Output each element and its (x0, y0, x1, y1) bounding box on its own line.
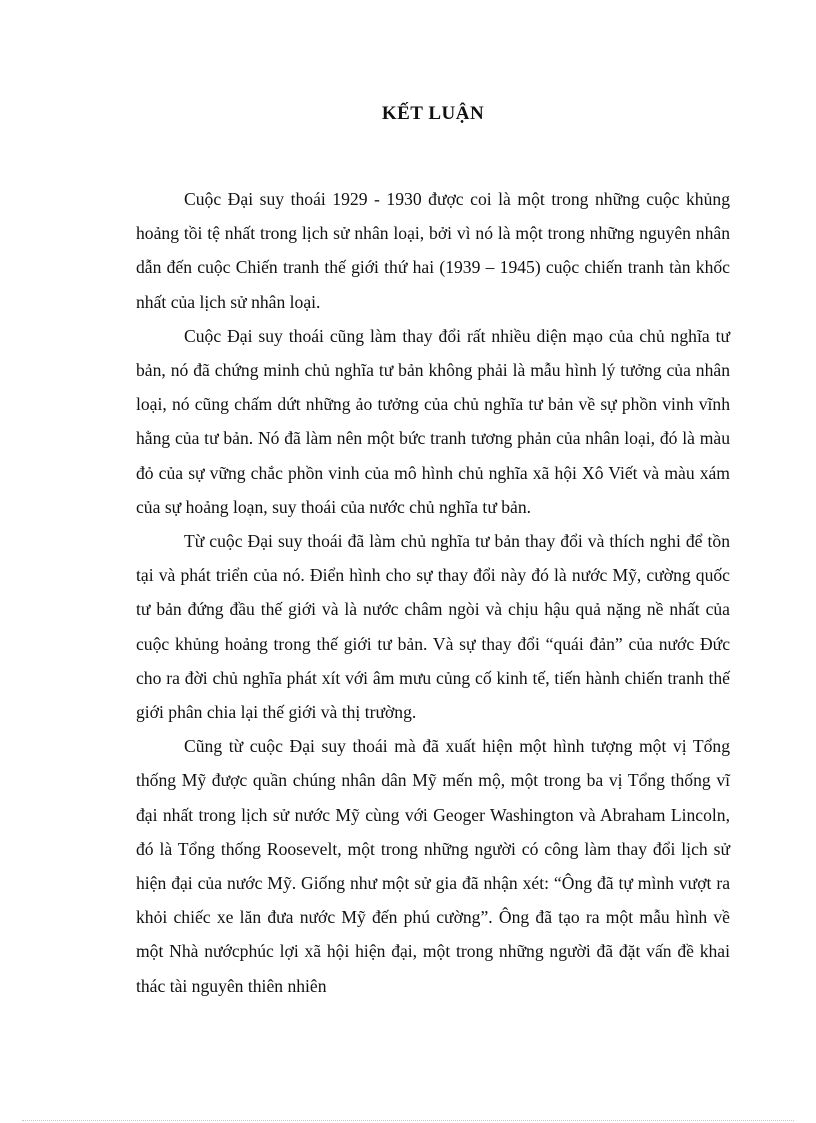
paragraph: Từ cuộc Đại suy thoái đã làm chủ nghĩa tư bản thay đổi và thích nghi để tồn tại và phát triển của nó. Điển hình cho sự thay đổi này đó là nước Mỹ, cường quốc tư bản đứng đầu thế giới và là nước châm ngòi và chịu hậu quả nặng nề nhất của cuộc khủng hoảng trong thế giới tư bản. Và sự thay đổi “quái đản” của nước Đức cho ra đời chủ nghĩa phát xít với âm mưu củng cố kinh tế, tiến hành chiến tranh thế giới phân chia lại thế giới và thị trường. (136, 531, 730, 723)
document-body (136, 182, 730, 1003)
page-title: KẾT LUẬN (381, 103, 485, 124)
paragraph: Cuộc Đại suy thoái 1929 - 1930 được coi là một trong những cuộc khủng hoảng tồi tệ nhất trong lịch sử nhân loại, bởi vì nó là một trong những nguyên nhân dẫn đến cuộc Chiến tranh thế giới thứ hai (1939 – 1945) cuộc chiến tranh tàn khốc nhất của lịch sử nhân loại. (136, 189, 730, 312)
paragraph: Cuộc Đại suy thoái cũng làm thay đổi rất nhiều diện mạo của chủ nghĩa tư bản, nó đã chứng minh chủ nghĩa tư bản không phải là mẫu hình lý tưởng của nhân loại, nó cũng chấm dứt những ảo tưởng của chủ nghĩa tư bản về sự phồn vinh vĩnh hằng của tư bản. Nó đã làm nên một bức tranh tương phản của nhân loại, đó là màu đỏ của sự vững chắc phồn vinh của mô hình chủ nghĩa xã hội Xô Viết và màu xám của sự hoảng loạn, suy thoái của nước chủ nghĩa tư bản. (136, 325, 730, 517)
page-bottom-divider (22, 1120, 794, 1121)
paragraph: Cũng từ cuộc Đại suy thoái mà đã xuất hiện một hình tượng một vị Tổng thống Mỹ được quần chúng nhân dân Mỹ mến mộ, một trong ba vị Tổng thống vĩ đại nhất trong lịch sử nước Mỹ cùng với Geoger Washington và Abraham Lincoln, đó là Tổng thống Roosevelt, một trong những người có công làm thay đổi lịch sử hiện đại của nước Mỹ. Giống như một sử gia đã nhận xét: “Ông đã tự mình vượt ra khỏi chiếc xe lăn đưa nước Mỹ đến phú cường”. Ông đã tạo ra một mẫu hình về một Nhà nướcphúc lợi xã hội hiện đại, một trong những người đã đặt vấn đề khai thác tài nguyên thiên nhiên (136, 736, 730, 996)
